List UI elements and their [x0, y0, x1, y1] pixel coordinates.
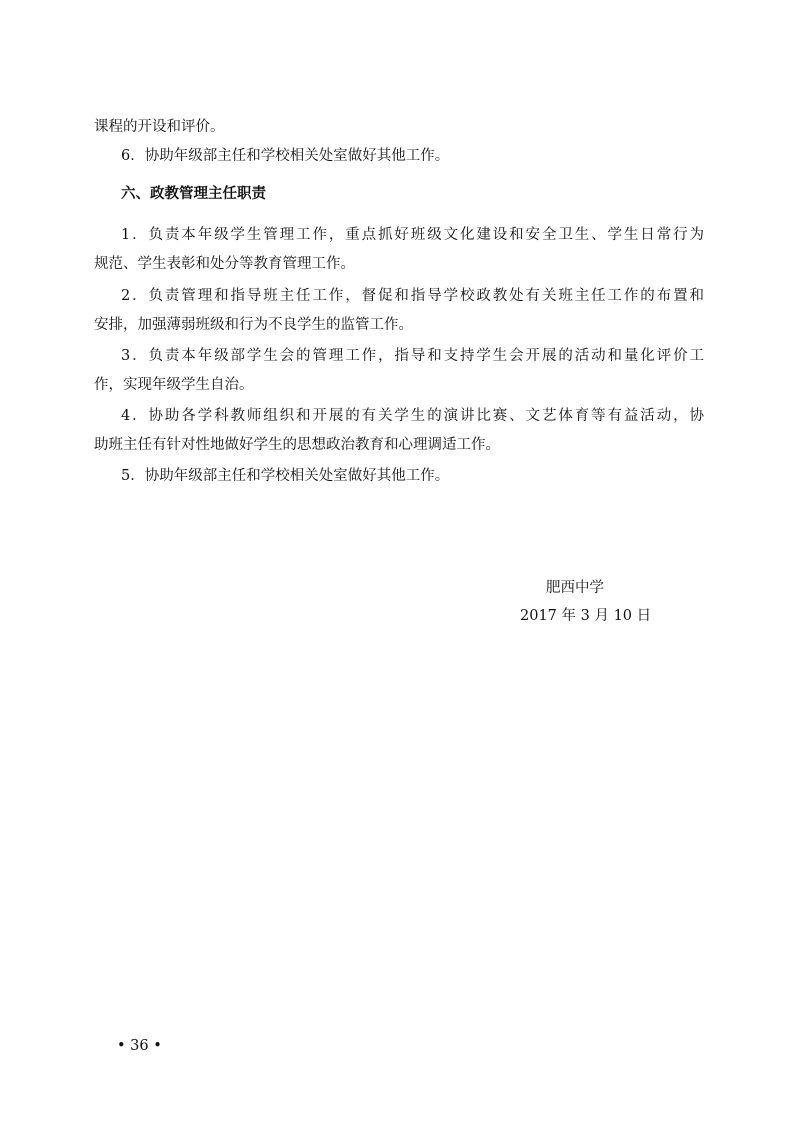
- item-2-line-2: 安排，加强薄弱班级和行为不良学生的监管工作。: [94, 317, 413, 333]
- signature-org: 肥西中学: [546, 580, 604, 596]
- item-3-line-1: 3．负责本年级部学生会的管理工作，指导和支持学生会开展的活动和量化评价工: [121, 348, 704, 364]
- item-4-line-2: 助班主任有针对性地做好学生的思想政治教育和心理调适工作。: [94, 437, 500, 453]
- item-6: 6．协助年级部主任和学校相关处室做好其他工作。: [121, 148, 450, 164]
- item-1-line-1: 1．负责本年级学生管理工作，重点抓好班级文化建设和安全卫生、学生日常行为: [121, 227, 704, 243]
- item-5-line-1: 5．协助年级部主任和学校相关处室做好其他工作。: [121, 468, 450, 484]
- signature-date: 2017 年 3 月 10 日: [520, 608, 652, 624]
- item-3-line-2: 作，实现年级学生自治。: [94, 377, 254, 393]
- item-4-line-1: 4．协助各学科教师组织和开展的有关学生的演讲比赛、文艺体育等有益活动，协: [121, 408, 704, 424]
- page-number: • 36 •: [117, 1038, 162, 1054]
- section-heading: 六、政教管理主任职责: [121, 186, 266, 202]
- paragraph-continuation: 课程的开设和评价。: [94, 119, 225, 135]
- item-1-line-2: 规范、学生表彰和处分等教育管理工作。: [94, 256, 355, 272]
- item-2-line-1: 2．负责管理和指导班主任工作，督促和指导学校政教处有关班主任工作的布置和: [121, 288, 704, 304]
